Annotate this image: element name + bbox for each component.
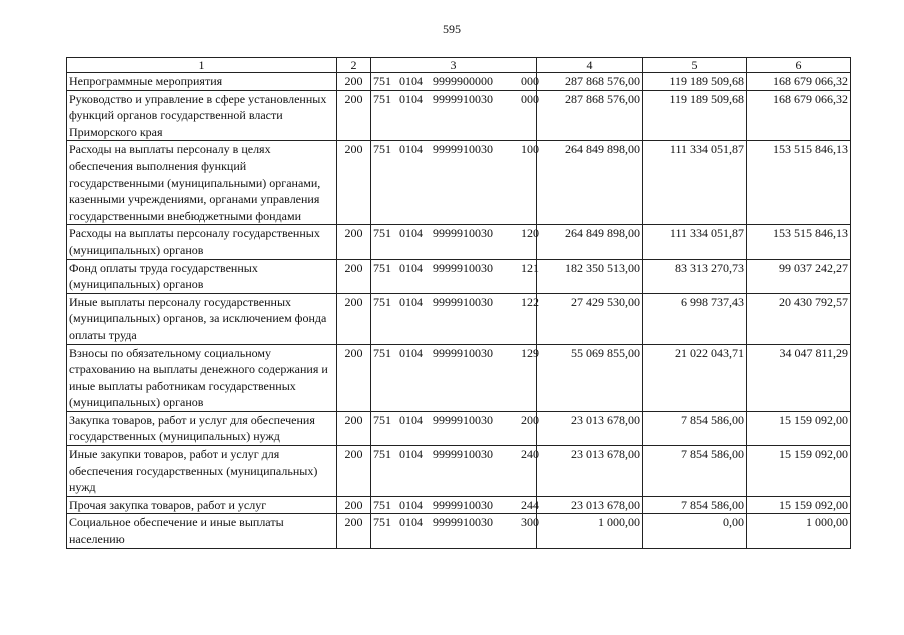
table-row xyxy=(67,90,851,141)
row-ved: 751 xyxy=(373,497,391,512)
row-ved: 751 xyxy=(373,226,391,241)
row-vr: 240 xyxy=(521,447,539,462)
row-col4: 1 000,00 xyxy=(537,514,643,548)
row-section: 0104 xyxy=(399,142,423,157)
row-col4: 264 849 898,00 xyxy=(537,225,643,259)
row-col6: 1 000,00 xyxy=(747,514,851,548)
row-csr: 9999910030 xyxy=(433,142,493,157)
row-col2: 200 xyxy=(337,496,371,514)
table-row xyxy=(67,514,851,548)
row-vr: 120 xyxy=(521,226,539,241)
row-code xyxy=(371,225,537,259)
table-row xyxy=(67,293,851,344)
row-csr: 9999900000 xyxy=(433,74,493,88)
row-code xyxy=(371,259,537,293)
row-col2: 200 xyxy=(337,344,371,411)
row-col5: 111 334 051,87 xyxy=(643,225,747,259)
row-col4: 55 069 855,00 xyxy=(537,344,643,411)
row-col6: 34 047 811,29 xyxy=(747,344,851,411)
header-col-5: 5 xyxy=(643,58,747,73)
budget-table xyxy=(66,57,851,549)
row-ved: 751 xyxy=(373,447,391,462)
row-col5: 111 334 051,87 xyxy=(643,141,747,225)
row-section: 0104 xyxy=(399,497,423,512)
row-vr: 129 xyxy=(521,345,539,360)
row-col2: 200 xyxy=(337,293,371,344)
row-ved: 751 xyxy=(373,515,391,530)
row-code xyxy=(371,73,537,91)
row-code xyxy=(371,344,537,411)
row-csr: 9999910030 xyxy=(433,412,493,427)
page-number: 595 xyxy=(443,22,461,36)
row-name: Руководство и управление в сфере установленных функций органов государственной власти Приморского края xyxy=(67,90,337,141)
row-vr: 121 xyxy=(521,260,539,275)
row-col4: 264 849 898,00 xyxy=(537,141,643,225)
row-vr: 100 xyxy=(521,142,539,157)
row-csr: 9999910030 xyxy=(433,260,493,275)
row-col4: 23 013 678,00 xyxy=(537,446,643,497)
row-section: 0104 xyxy=(399,91,423,106)
header-col-3: 3 xyxy=(371,58,537,73)
row-csr: 9999910030 xyxy=(433,226,493,241)
row-csr: 9999910030 xyxy=(433,515,493,530)
row-csr: 9999910030 xyxy=(433,345,493,360)
header-col-2: 2 xyxy=(337,58,371,73)
row-csr: 9999910030 xyxy=(433,447,493,462)
table-row xyxy=(67,446,851,497)
row-ved: 751 xyxy=(373,345,391,360)
row-col5: 119 189 509,68 xyxy=(643,73,747,91)
row-ved: 751 xyxy=(373,260,391,275)
row-vr: 000 xyxy=(521,91,539,106)
row-csr: 9999910030 xyxy=(433,294,493,309)
table-row xyxy=(67,496,851,514)
row-csr: 9999910030 xyxy=(433,497,493,512)
row-col2: 200 xyxy=(337,73,371,91)
table-row xyxy=(67,344,851,411)
row-name: Иные выплаты персоналу государственных (муниципальных) органов, за исключением фонда оплаты труда xyxy=(67,293,337,344)
row-section: 0104 xyxy=(399,74,423,88)
row-name: Расходы на выплаты персоналу государственных (муниципальных) органов xyxy=(67,225,337,259)
row-vr: 000 xyxy=(521,74,539,88)
row-col6: 153 515 846,13 xyxy=(747,141,851,225)
row-name: Социальное обеспечение и иные выплаты населению xyxy=(67,514,337,548)
row-col2: 200 xyxy=(337,514,371,548)
row-code xyxy=(371,496,537,514)
row-vr: 300 xyxy=(521,515,539,530)
row-col4: 182 350 513,00 xyxy=(537,259,643,293)
row-col5: 0,00 xyxy=(643,514,747,548)
row-section: 0104 xyxy=(399,294,423,309)
table-header-row xyxy=(67,58,851,73)
row-col4: 287 868 576,00 xyxy=(537,73,643,91)
row-name: Взносы по обязательному социальному страхованию на выплаты денежного содержания и иные выплаты работникам государственных (муниципальных) органов xyxy=(67,344,337,411)
row-section: 0104 xyxy=(399,260,423,275)
row-col6: 15 159 092,00 xyxy=(747,411,851,445)
table-row xyxy=(67,73,851,91)
row-name: Непрограммные мероприятия xyxy=(67,73,337,91)
table-row xyxy=(67,411,851,445)
row-col2: 200 xyxy=(337,446,371,497)
row-col2: 200 xyxy=(337,141,371,225)
row-col2: 200 xyxy=(337,90,371,141)
row-ved: 751 xyxy=(373,294,391,309)
row-section: 0104 xyxy=(399,412,423,427)
row-col5: 7 854 586,00 xyxy=(643,446,747,497)
row-col2: 200 xyxy=(337,225,371,259)
row-col6: 153 515 846,13 xyxy=(747,225,851,259)
row-name: Прочая закупка товаров, работ и услуг xyxy=(67,496,337,514)
row-col4: 23 013 678,00 xyxy=(537,411,643,445)
row-name: Фонд оплаты труда государственных (муниципальных) органов xyxy=(67,259,337,293)
row-ved: 751 xyxy=(373,142,391,157)
row-csr: 9999910030 xyxy=(433,91,493,106)
row-col4: 23 013 678,00 xyxy=(537,496,643,514)
row-ved: 751 xyxy=(373,74,391,88)
row-code xyxy=(371,446,537,497)
row-section: 0104 xyxy=(399,226,423,241)
row-col5: 21 022 043,71 xyxy=(643,344,747,411)
header-col-4: 4 xyxy=(537,58,643,73)
row-col6: 168 679 066,32 xyxy=(747,73,851,91)
row-col5: 83 313 270,73 xyxy=(643,259,747,293)
row-ved: 751 xyxy=(373,412,391,427)
row-col6: 15 159 092,00 xyxy=(747,446,851,497)
row-col6: 15 159 092,00 xyxy=(747,496,851,514)
header-col-1: 1 xyxy=(67,58,337,73)
table-row xyxy=(67,259,851,293)
row-code xyxy=(371,514,537,548)
row-col6: 168 679 066,32 xyxy=(747,90,851,141)
row-section: 0104 xyxy=(399,345,423,360)
row-vr: 122 xyxy=(521,294,539,309)
row-col5: 7 854 586,00 xyxy=(643,411,747,445)
row-col5: 119 189 509,68 xyxy=(643,90,747,141)
row-section: 0104 xyxy=(399,447,423,462)
row-code xyxy=(371,411,537,445)
row-name: Иные закупки товаров, работ и услуг для обеспечения государственных (муниципальных) нужд xyxy=(67,446,337,497)
row-col6: 99 037 242,27 xyxy=(747,259,851,293)
row-col2: 200 xyxy=(337,259,371,293)
row-vr: 200 xyxy=(521,412,539,427)
table-row xyxy=(67,225,851,259)
row-code xyxy=(371,293,537,344)
row-ved: 751 xyxy=(373,91,391,106)
row-vr: 244 xyxy=(521,497,539,512)
row-name: Расходы на выплаты персоналу в целях обеспечения выполнения функций государственными (муниципальными) органами, казенными учреждениями, органами управления государственными внебюджетными фондами xyxy=(67,141,337,225)
row-col5: 6 998 737,43 xyxy=(643,293,747,344)
row-code xyxy=(371,90,537,141)
row-name: Закупка товаров, работ и услуг для обеспечения государственных (муниципальных) нужд xyxy=(67,411,337,445)
row-col4: 287 868 576,00 xyxy=(537,90,643,141)
row-col4: 27 429 530,00 xyxy=(537,293,643,344)
row-col5: 7 854 586,00 xyxy=(643,496,747,514)
header-col-6: 6 xyxy=(747,58,851,73)
row-col6: 20 430 792,57 xyxy=(747,293,851,344)
table-row xyxy=(67,141,851,225)
row-section: 0104 xyxy=(399,515,423,530)
row-code xyxy=(371,141,537,225)
row-col2: 200 xyxy=(337,411,371,445)
